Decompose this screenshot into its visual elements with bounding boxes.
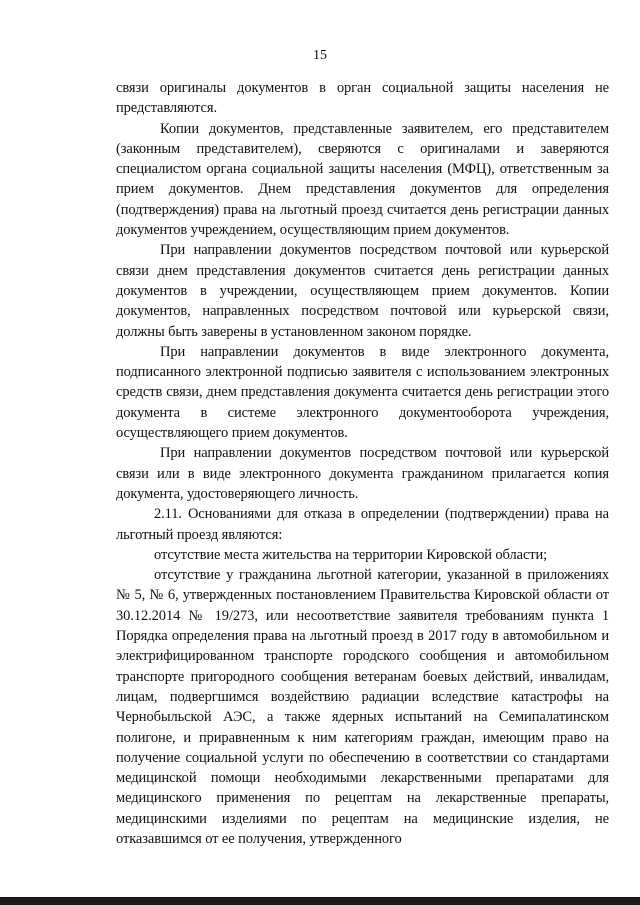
scan-bottom-edge [0, 897, 640, 905]
paragraph-electronic-submission: При направлении документов в виде электронного документа, подписанного электронной подписью заявителя с использованием электронных средств связи, днем представления документа считается день регистрации этого документа в системе электронного документооборота учреждения, осуществляющего прием документов. [116, 343, 609, 442]
paragraph-refusal-grounds: 2.11. Основаниями для отказа в определении (подтверждении) права на льготный проезд являются: [116, 506, 609, 543]
paragraph-postal-submission: При направлении документов посредством почтовой или курьерской связи днем представления документов считается день регистрации данных документов в учреждении, осуществляющем прием документов. Копии документов, направленных посредством почтовой или курьерской связи, должны быть заверены в установленном законом порядке. [116, 242, 609, 340]
paragraph-no-category: отсутствие у гражданина льготной категории, указанной в приложениях № 5, № 6, утвержденных постановлением Правительства Кировской области от 30.12.2014 № 19/273, или несоответствие заявителя требованиям пункта 1 Порядка определения права на льготный проезд в 2017 году в автомобильном и электрифицированном транспорте городского сообщения и автомобильном транспорте пригородного сообщения ветеранам боевых действий, инвалидам, лицам, подвергшимся воздействию радиации вследствие катастрофы на Чернобыльской АЭС, а также ядерных испытаний на Семипалатинском полигоне, и приравненным к ним категориям граждан, имеющим право на получение социальной услуги по обеспечению в соответствии со стандартами медицинской помощи необходимыми лекарственными препаратами для медицинского применения по рецептам на лекарственные препараты, медицинскими изделиями по рецептам на медицинские изделия, не отказавшимся от ее получения, утвержденного [116, 567, 609, 847]
document-body [116, 78, 609, 849]
paragraph-continuation: связи оригиналы документов в орган социальной защиты населения не представляются. [116, 80, 609, 117]
paragraph-identity-copy: При направлении документов посредством почтовой или курьерской связи или в виде электронного документа гражданином прилагается копия документа, удостоверяющего личность. [116, 445, 609, 502]
paragraph-copies-verification: Копии документов, представленные заявителем, его представителем (законным представителем), сверяются с оригиналами и заверяются специалистом органа социальной защиты населения (МФЦ), ответственным за прием документов. Днем представления документов для определения (подтверждения) права на льготный проезд считается день регистрации данных документов учреждением, осуществляющим прием документов. [116, 120, 609, 239]
page-number: 15 [313, 48, 327, 63]
paragraph-no-residence: отсутствие места жительства на территории Кировской области; [154, 546, 548, 563]
